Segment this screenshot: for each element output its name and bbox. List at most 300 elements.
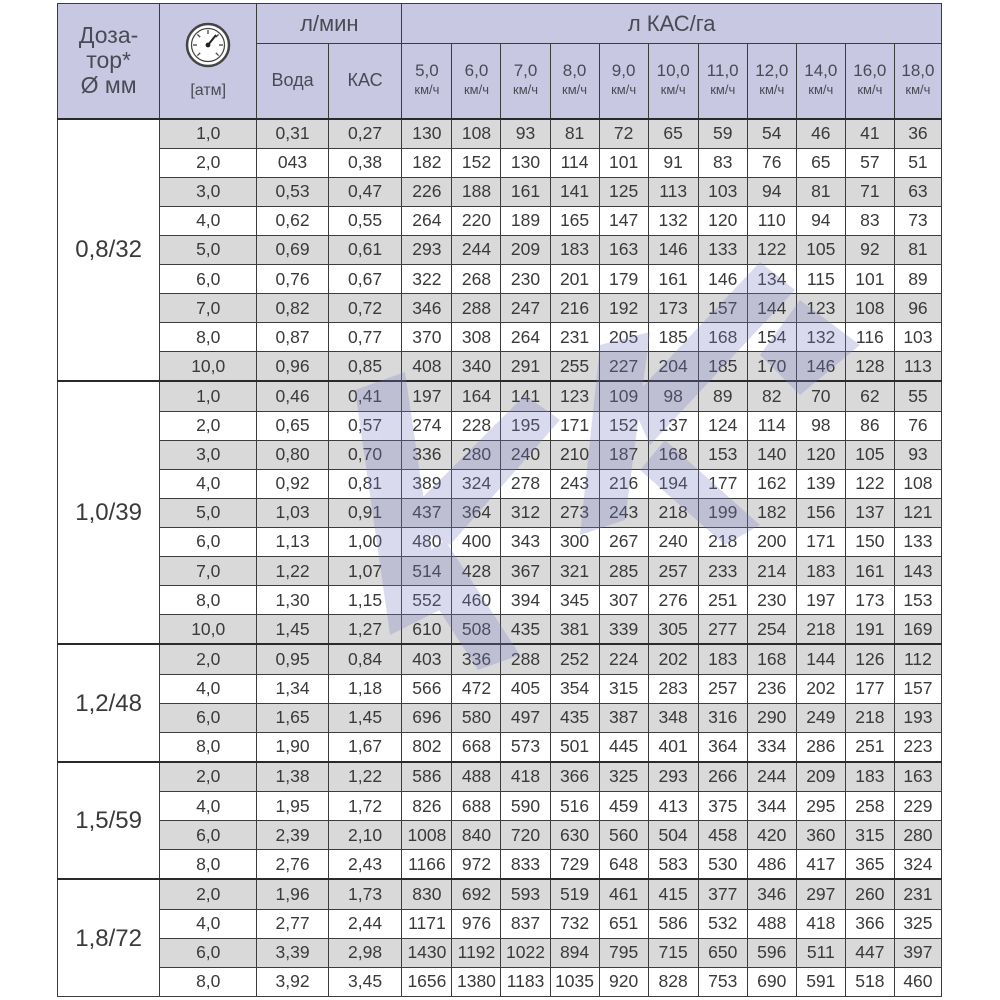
rate-cell: 251 bbox=[845, 732, 894, 762]
kas-flow-cell: 2,43 bbox=[328, 850, 402, 880]
rate-cell: 252 bbox=[550, 644, 599, 674]
kas-flow-cell: 1,22 bbox=[328, 762, 402, 792]
rate-cell: 251 bbox=[698, 586, 747, 615]
rate-cell: 93 bbox=[894, 440, 941, 469]
rate-cell: 132 bbox=[648, 206, 698, 235]
rate-cell: 504 bbox=[648, 821, 698, 850]
rate-cell: 137 bbox=[648, 411, 698, 440]
water-flow-cell: 2,39 bbox=[257, 821, 329, 850]
water-flow-cell: 0,82 bbox=[257, 294, 329, 323]
rate-cell: 65 bbox=[648, 119, 698, 149]
table-row bbox=[58, 119, 942, 149]
rate-cell: 103 bbox=[894, 323, 941, 352]
rate-cell: 134 bbox=[747, 265, 796, 294]
rate-cell: 204 bbox=[648, 352, 698, 382]
kas-flow-cell: 0,84 bbox=[328, 644, 402, 674]
rate-cell: 417 bbox=[796, 850, 845, 880]
rate-cell: 183 bbox=[796, 557, 845, 586]
rate-cell: 437 bbox=[402, 498, 452, 527]
rate-cell: 387 bbox=[599, 703, 648, 732]
rate-cell: 397 bbox=[894, 938, 941, 967]
table-row bbox=[58, 381, 942, 411]
rate-cell: 826 bbox=[402, 792, 452, 821]
rate-cell: 257 bbox=[648, 557, 698, 586]
rate-cell: 408 bbox=[402, 352, 452, 382]
kas-flow-cell: 0,41 bbox=[328, 381, 402, 411]
rate-cell: 133 bbox=[894, 527, 941, 556]
rate-cell: 220 bbox=[452, 206, 501, 235]
rate-cell: 366 bbox=[550, 762, 599, 792]
rate-cell: 173 bbox=[648, 294, 698, 323]
table-row bbox=[58, 148, 942, 177]
rate-cell: 165 bbox=[550, 206, 599, 235]
rate-cell: 126 bbox=[845, 644, 894, 674]
rate-cell: 161 bbox=[845, 557, 894, 586]
rate-cell: 315 bbox=[599, 674, 648, 703]
rate-cell: 976 bbox=[452, 909, 501, 938]
rate-cell: 257 bbox=[698, 674, 747, 703]
rate-cell: 688 bbox=[452, 792, 501, 821]
rate-cell: 146 bbox=[796, 352, 845, 382]
rate-cell: 240 bbox=[648, 527, 698, 556]
table-row bbox=[58, 469, 942, 498]
speed-unit: км/ч bbox=[710, 82, 736, 98]
rate-cell: 216 bbox=[599, 469, 648, 498]
rate-cell: 168 bbox=[648, 440, 698, 469]
rate-cell: 415 bbox=[648, 879, 698, 909]
rate-cell: 124 bbox=[698, 411, 747, 440]
rate-cell: 153 bbox=[894, 586, 941, 615]
rate-cell: 185 bbox=[648, 323, 698, 352]
kas-flow-cell: 1,73 bbox=[328, 879, 402, 909]
rate-cell: 46 bbox=[796, 119, 845, 149]
rate-cell: 101 bbox=[599, 148, 648, 177]
header-speed-1 bbox=[452, 44, 501, 119]
kas-flow-cell: 0,72 bbox=[328, 294, 402, 323]
rate-cell: 488 bbox=[747, 909, 796, 938]
rate-cell: 715 bbox=[648, 938, 698, 967]
table-row bbox=[58, 411, 942, 440]
table-row bbox=[58, 498, 942, 527]
rate-cell: 146 bbox=[698, 265, 747, 294]
rate-cell: 73 bbox=[894, 206, 941, 235]
rate-cell: 345 bbox=[550, 586, 599, 615]
rate-cell: 273 bbox=[550, 498, 599, 527]
speed-unit: км/ч bbox=[414, 82, 440, 98]
rate-cell: 116 bbox=[845, 323, 894, 352]
rate-cell: 183 bbox=[845, 762, 894, 792]
kas-flow-cell: 0,61 bbox=[328, 235, 402, 264]
rate-cell: 140 bbox=[747, 440, 796, 469]
rate-cell: 216 bbox=[550, 294, 599, 323]
table-row bbox=[58, 674, 942, 703]
water-flow-cell: 1,03 bbox=[257, 498, 329, 527]
rate-cell: 249 bbox=[796, 703, 845, 732]
header-speed-6 bbox=[698, 44, 747, 119]
kas-flow-cell: 2,44 bbox=[328, 909, 402, 938]
rate-cell: 325 bbox=[894, 909, 941, 938]
rate-cell: 231 bbox=[894, 879, 941, 909]
rate-cell: 1380 bbox=[452, 967, 501, 996]
rate-cell: 141 bbox=[501, 381, 550, 411]
rate-cell: 692 bbox=[452, 879, 501, 909]
rate-cell: 109 bbox=[599, 381, 648, 411]
rate-cell: 230 bbox=[747, 586, 796, 615]
speed-unit: км/ч bbox=[660, 82, 686, 98]
rate-cell: 71 bbox=[845, 177, 894, 206]
rate-cell: 586 bbox=[648, 909, 698, 938]
rate-cell: 291 bbox=[501, 352, 550, 382]
rate-cell: 173 bbox=[845, 586, 894, 615]
table-row bbox=[58, 938, 942, 967]
rate-cell: 153 bbox=[698, 440, 747, 469]
rate-cell: 315 bbox=[845, 821, 894, 850]
rate-cell: 82 bbox=[747, 381, 796, 411]
rate-cell: 171 bbox=[550, 411, 599, 440]
rate-cell: 254 bbox=[747, 615, 796, 645]
rate-cell: 94 bbox=[747, 177, 796, 206]
speed-value: 18,0 bbox=[901, 61, 935, 81]
rate-cell: 163 bbox=[894, 762, 941, 792]
rate-cell: 458 bbox=[698, 821, 747, 850]
rate-cell: 339 bbox=[599, 615, 648, 645]
rate-cell: 101 bbox=[845, 265, 894, 294]
kas-flow-cell: 1,00 bbox=[328, 527, 402, 556]
rate-cell: 593 bbox=[501, 879, 550, 909]
rate-cell: 177 bbox=[698, 469, 747, 498]
rate-cell: 218 bbox=[648, 498, 698, 527]
kas-flow-cell: 0,57 bbox=[328, 411, 402, 440]
water-flow-cell: 0,65 bbox=[257, 411, 329, 440]
rate-cell: 630 bbox=[550, 821, 599, 850]
rate-cell: 218 bbox=[698, 527, 747, 556]
rate-cell: 189 bbox=[501, 206, 550, 235]
rate-cell: 202 bbox=[796, 674, 845, 703]
pressure-cell: 8,0 bbox=[160, 967, 257, 996]
dozator-cell: 1,8/72 bbox=[58, 879, 160, 996]
header-dozator-line3: Ø мм bbox=[80, 72, 137, 99]
rate-cell: 130 bbox=[402, 119, 452, 149]
pressure-cell: 1,0 bbox=[160, 119, 257, 149]
rate-cell: 170 bbox=[747, 352, 796, 382]
rate-cell: 244 bbox=[747, 762, 796, 792]
rate-cell: 51 bbox=[894, 148, 941, 177]
rate-cell: 920 bbox=[599, 967, 648, 996]
dozator-cell: 0,8/32 bbox=[58, 119, 160, 382]
header-speed-4 bbox=[599, 44, 648, 119]
rate-cell: 648 bbox=[599, 850, 648, 880]
rate-cell: 240 bbox=[501, 440, 550, 469]
rate-cell: 435 bbox=[501, 615, 550, 645]
rate-cell: 214 bbox=[747, 557, 796, 586]
rate-cell: 833 bbox=[501, 850, 550, 880]
rate-cell: 201 bbox=[550, 265, 599, 294]
pressure-cell: 6,0 bbox=[160, 703, 257, 732]
dozator-cell: 1,2/48 bbox=[58, 644, 160, 762]
rate-cell: 168 bbox=[747, 644, 796, 674]
table-row bbox=[58, 177, 942, 206]
rate-cell: 514 bbox=[402, 557, 452, 586]
table-row bbox=[58, 732, 942, 762]
pressure-cell: 6,0 bbox=[160, 938, 257, 967]
pressure-cell: 4,0 bbox=[160, 909, 257, 938]
rate-cell: 472 bbox=[452, 674, 501, 703]
header-speed-5 bbox=[648, 44, 698, 119]
rate-cell: 255 bbox=[550, 352, 599, 382]
rate-cell: 183 bbox=[550, 235, 599, 264]
rate-cell: 401 bbox=[648, 732, 698, 762]
rate-cell: 191 bbox=[845, 615, 894, 645]
pressure-gauge-icon bbox=[185, 22, 231, 68]
rate-cell: 120 bbox=[698, 206, 747, 235]
rate-cell: 375 bbox=[698, 792, 747, 821]
rate-cell: 143 bbox=[894, 557, 941, 586]
rate-cell: 228 bbox=[452, 411, 501, 440]
rate-cell: 152 bbox=[599, 411, 648, 440]
rate-cell: 325 bbox=[599, 762, 648, 792]
rate-cell: 596 bbox=[747, 938, 796, 967]
kas-flow-cell: 0,77 bbox=[328, 323, 402, 352]
rate-cell: 76 bbox=[894, 411, 941, 440]
rate-cell: 194 bbox=[648, 469, 698, 498]
rate-cell: 795 bbox=[599, 938, 648, 967]
rate-cell: 511 bbox=[796, 938, 845, 967]
rate-cell: 121 bbox=[894, 498, 941, 527]
rate-cell: 286 bbox=[796, 732, 845, 762]
rate-cell: 288 bbox=[452, 294, 501, 323]
water-flow-cell: 1,34 bbox=[257, 674, 329, 703]
rate-cell: 1171 bbox=[402, 909, 452, 938]
rate-cell: 560 bbox=[599, 821, 648, 850]
rate-cell: 488 bbox=[452, 762, 501, 792]
rate-cell: 460 bbox=[452, 586, 501, 615]
table-row bbox=[58, 586, 942, 615]
table-row bbox=[58, 615, 942, 645]
speed-unit: км/ч bbox=[513, 82, 539, 98]
kas-flow-cell: 1,15 bbox=[328, 586, 402, 615]
rate-cell: 364 bbox=[698, 732, 747, 762]
rate-cell: 336 bbox=[452, 644, 501, 674]
rate-cell: 583 bbox=[648, 850, 698, 880]
table-row bbox=[58, 762, 942, 792]
pressure-cell: 7,0 bbox=[160, 557, 257, 586]
water-flow-cell: 0,62 bbox=[257, 206, 329, 235]
rate-cell: 445 bbox=[599, 732, 648, 762]
rate-cell: 210 bbox=[550, 440, 599, 469]
water-flow-cell: 0,96 bbox=[257, 352, 329, 382]
rate-cell: 290 bbox=[747, 703, 796, 732]
speed-unit: км/ч bbox=[808, 82, 834, 98]
kas-flow-cell: 3,45 bbox=[328, 967, 402, 996]
rate-cell: 418 bbox=[796, 909, 845, 938]
rate-cell: 283 bbox=[648, 674, 698, 703]
rate-cell: 130 bbox=[501, 148, 550, 177]
speed-value: 12,0 bbox=[755, 61, 789, 81]
rate-cell: 227 bbox=[599, 352, 648, 382]
rate-cell: 1192 bbox=[452, 938, 501, 967]
speed-value: 8,0 bbox=[562, 61, 587, 81]
water-flow-cell: 043 bbox=[257, 148, 329, 177]
header-speed-3 bbox=[550, 44, 599, 119]
rate-cell: 508 bbox=[452, 615, 501, 645]
rate-cell: 267 bbox=[599, 527, 648, 556]
rate-cell: 83 bbox=[698, 148, 747, 177]
rate-cell: 324 bbox=[894, 850, 941, 880]
rate-cell: 65 bbox=[796, 148, 845, 177]
rate-cell: 322 bbox=[402, 265, 452, 294]
header-speed-9 bbox=[845, 44, 894, 119]
header-dozator bbox=[58, 4, 160, 119]
speed-value: 11,0 bbox=[706, 61, 739, 81]
water-flow-cell: 3,92 bbox=[257, 967, 329, 996]
rate-cell: 122 bbox=[845, 469, 894, 498]
rate-cell: 41 bbox=[845, 119, 894, 149]
table-row bbox=[58, 323, 942, 352]
rate-cell: 447 bbox=[845, 938, 894, 967]
rate-cell: 120 bbox=[796, 440, 845, 469]
rate-cell: 377 bbox=[698, 879, 747, 909]
kas-flow-cell: 1,18 bbox=[328, 674, 402, 703]
speed-value: 16,0 bbox=[853, 61, 887, 81]
water-flow-cell: 0,87 bbox=[257, 323, 329, 352]
table-row bbox=[58, 557, 942, 586]
kas-flow-cell: 1,45 bbox=[328, 703, 402, 732]
rate-cell: 161 bbox=[648, 265, 698, 294]
pressure-cell: 3,0 bbox=[160, 440, 257, 469]
rate-cell: 486 bbox=[747, 850, 796, 880]
rate-cell: 274 bbox=[402, 411, 452, 440]
rate-cell: 113 bbox=[894, 352, 941, 382]
table-row bbox=[58, 909, 942, 938]
pressure-cell: 2,0 bbox=[160, 644, 257, 674]
rate-cell: 93 bbox=[501, 119, 550, 149]
rate-cell: 480 bbox=[402, 527, 452, 556]
table-body bbox=[58, 119, 942, 997]
header-speed-2 bbox=[501, 44, 550, 119]
header-pressure bbox=[160, 4, 257, 119]
kas-flow-cell: 1,27 bbox=[328, 615, 402, 645]
pressure-cell: 4,0 bbox=[160, 674, 257, 703]
speed-unit: км/ч bbox=[611, 82, 637, 98]
table-row bbox=[58, 527, 942, 556]
rate-cell: 344 bbox=[747, 792, 796, 821]
dozator-cell: 1,0/39 bbox=[58, 381, 160, 644]
rate-cell: 154 bbox=[747, 323, 796, 352]
rate-cell: 258 bbox=[845, 792, 894, 821]
rate-cell: 459 bbox=[599, 792, 648, 821]
kas-flow-cell: 0,91 bbox=[328, 498, 402, 527]
rate-cell: 230 bbox=[501, 265, 550, 294]
rate-cell: 91 bbox=[648, 148, 698, 177]
rate-cell: 57 bbox=[845, 148, 894, 177]
rate-cell: 346 bbox=[402, 294, 452, 323]
rate-cell: 1008 bbox=[402, 821, 452, 850]
rate-cell: 264 bbox=[501, 323, 550, 352]
kas-flow-cell: 1,67 bbox=[328, 732, 402, 762]
rate-cell: 972 bbox=[452, 850, 501, 880]
water-flow-cell: 0,69 bbox=[257, 235, 329, 264]
rate-cell: 92 bbox=[845, 235, 894, 264]
rate-cell: 193 bbox=[894, 703, 941, 732]
rate-cell: 1430 bbox=[402, 938, 452, 967]
rate-cell: 236 bbox=[747, 674, 796, 703]
header-rate-group: л КАС/га bbox=[402, 4, 942, 44]
water-flow-cell: 1,13 bbox=[257, 527, 329, 556]
rate-cell: 297 bbox=[796, 879, 845, 909]
rate-cell: 233 bbox=[698, 557, 747, 586]
dozator-cell: 1,5/59 bbox=[58, 762, 160, 880]
pressure-cell: 6,0 bbox=[160, 527, 257, 556]
rate-cell: 147 bbox=[599, 206, 648, 235]
rate-cell: 115 bbox=[796, 265, 845, 294]
water-flow-cell: 0,53 bbox=[257, 177, 329, 206]
rate-cell: 94 bbox=[796, 206, 845, 235]
header-kas: КАС bbox=[328, 44, 402, 119]
rate-cell: 894 bbox=[550, 938, 599, 967]
kas-flow-cell: 0,38 bbox=[328, 148, 402, 177]
rate-cell: 400 bbox=[452, 527, 501, 556]
rate-cell: 54 bbox=[747, 119, 796, 149]
rate-cell: 177 bbox=[845, 674, 894, 703]
rate-cell: 1022 bbox=[501, 938, 550, 967]
rate-cell: 288 bbox=[501, 644, 550, 674]
rate-cell: 364 bbox=[452, 498, 501, 527]
rate-cell: 305 bbox=[648, 615, 698, 645]
rate-cell: 530 bbox=[698, 850, 747, 880]
table-row bbox=[58, 967, 942, 996]
rate-cell: 324 bbox=[452, 469, 501, 498]
pressure-cell: 4,0 bbox=[160, 469, 257, 498]
rate-cell: 405 bbox=[501, 674, 550, 703]
kas-flow-cell: 0,55 bbox=[328, 206, 402, 235]
water-flow-cell: 3,39 bbox=[257, 938, 329, 967]
rate-cell: 209 bbox=[796, 762, 845, 792]
rate-cell: 519 bbox=[550, 879, 599, 909]
header-speed-8 bbox=[796, 44, 845, 119]
header-dozator-line1: Доза- bbox=[78, 22, 139, 49]
water-flow-cell: 0,80 bbox=[257, 440, 329, 469]
rate-cell: 381 bbox=[550, 615, 599, 645]
rate-cell: 334 bbox=[747, 732, 796, 762]
rate-cell: 580 bbox=[452, 703, 501, 732]
rate-cell: 209 bbox=[501, 235, 550, 264]
rate-cell: 247 bbox=[501, 294, 550, 323]
pressure-cell: 5,0 bbox=[160, 498, 257, 527]
rate-cell: 753 bbox=[698, 967, 747, 996]
rate-cell: 192 bbox=[599, 294, 648, 323]
rate-cell: 285 bbox=[599, 557, 648, 586]
pressure-cell: 4,0 bbox=[160, 206, 257, 235]
table-row bbox=[58, 703, 942, 732]
table-row bbox=[58, 265, 942, 294]
pressure-cell: 8,0 bbox=[160, 732, 257, 762]
rate-cell: 137 bbox=[845, 498, 894, 527]
rate-cell: 590 bbox=[501, 792, 550, 821]
pressure-cell: 10,0 bbox=[160, 352, 257, 382]
rate-cell: 113 bbox=[648, 177, 698, 206]
rate-cell: 802 bbox=[402, 732, 452, 762]
rate-cell: 62 bbox=[845, 381, 894, 411]
kas-flow-cell: 0,67 bbox=[328, 265, 402, 294]
rate-cell: 163 bbox=[599, 235, 648, 264]
kas-flow-cell: 2,10 bbox=[328, 821, 402, 850]
pressure-cell: 2,0 bbox=[160, 411, 257, 440]
rate-cell: 139 bbox=[796, 469, 845, 498]
rate-cell: 72 bbox=[599, 119, 648, 149]
speed-value: 10,0 bbox=[656, 61, 690, 81]
kas-flow-cell: 0,27 bbox=[328, 119, 402, 149]
rate-cell: 171 bbox=[796, 527, 845, 556]
